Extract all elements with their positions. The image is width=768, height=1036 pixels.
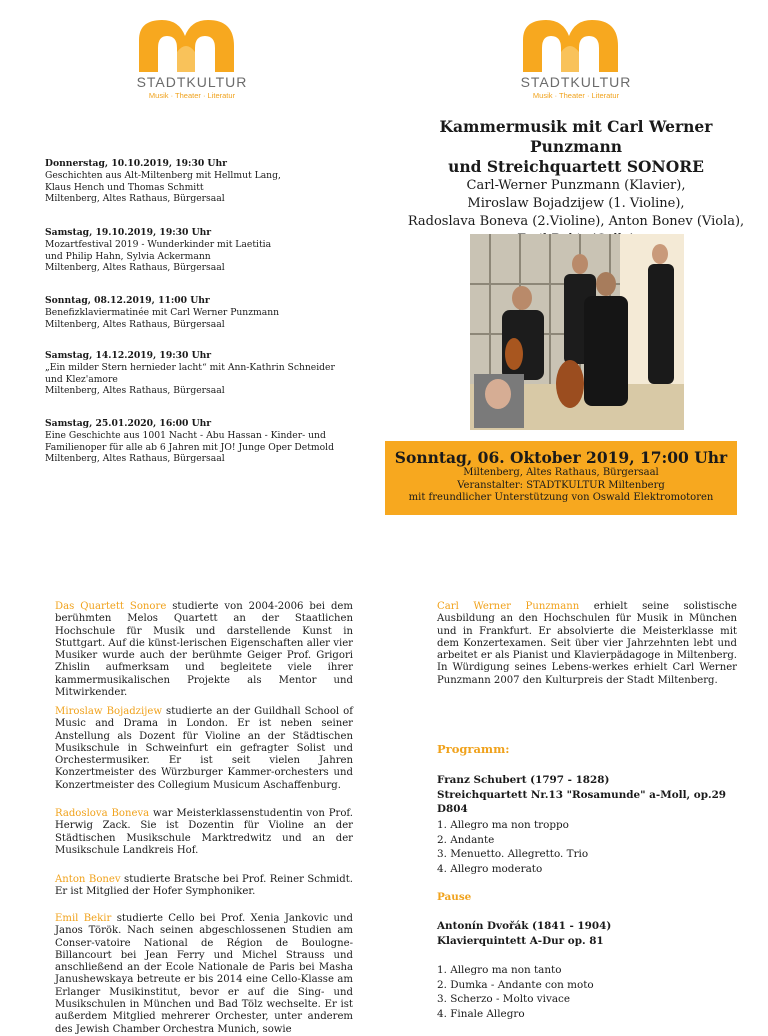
logo-tagline: Musik · Theater · Literatur <box>532 91 620 100</box>
event-line: Miltenberg, Altes Rathaus, Bürgersaal <box>45 318 225 330</box>
movement-item: 1. Allegro ma non troppo <box>437 819 569 831</box>
event-date: Donnerstag, 10.10.2019, 19:30 Uhr <box>45 158 227 169</box>
movement-item: 4. Allegro moderato <box>437 862 543 875</box>
concert-title: Kammermusik mit Carl Werner Punzmann <box>439 117 713 156</box>
work-title: Streichquartett Nr.13 "Rosamunde" a-Moll, op.29 D804 <box>437 788 727 816</box>
event-line: Klaus Hench und Thomas Schmitt <box>45 181 204 193</box>
program-work <box>437 919 757 948</box>
artist-line: Carl-Werner Punzmann (Klavier), <box>466 178 686 193</box>
movement-item: 1. Allegro ma non tanto <box>437 964 562 976</box>
bio-paragraph <box>55 706 353 792</box>
bio-text: erhielt seine solistische Ausbildung an den Hochschulen für Musik in München und in Frankfurt. Er absolvierte die Meisterklasse mit dem Konzertexamen. Seit über vier Jahrzehnten lebt und arbeitet er als Pianist und Klavierpädagoge in Miltenberg. In Würdigung seines Lebens-werkes erhielt Carl Werner Punzmann 2007 den Kulturpreis der Stadt Miltenberg. <box>437 601 737 686</box>
program-heading: Programm: <box>437 742 510 756</box>
movement-list <box>437 963 757 1021</box>
artist-line: Radoslava Boneva (2.Violine), Anton Bonev (Viola), <box>407 214 745 229</box>
concert-title: und Streichquartett SONORE <box>448 157 704 176</box>
event-item <box>45 295 345 330</box>
event-line: Miltenberg, Altes Rathaus, Bürgersaal <box>45 385 225 397</box>
program-pause <box>437 890 471 905</box>
event-date: Samstag, 19.10.2019, 19:30 Uhr <box>45 227 212 238</box>
program-work <box>437 773 757 817</box>
event-line: Miltenberg, Altes Rathaus, Bürgersaal <box>45 453 225 465</box>
artist-line: Miroslaw Bojadzijew (1. Violine), <box>467 196 685 211</box>
event-line: Geschichten aus Alt-Miltenberg mit Hellmut Lang, <box>45 169 281 181</box>
concert-header <box>395 117 757 249</box>
bio-text: studierte Cello bei Prof. Xenia Jankovic und Janos Török. Nach seinen abgeschlossenen Studien am Conser-vatoire National de Région de Boulogne-Billancourt bei Jean Ferry und Michel Strauss und anschließend an der Ecole Nationale de Paris bei Masha Janushewskaya betreute er bis 2014 eine Cello-Klasse am Erlanger Musikinstitut, bevor er auf die Sing- und Musikschulen in München und Bad Tölz wechselte. Er ist außerdem Mitglied mehrerer Orchester, unter anderem des Jewish Chamber Orchestra Munich, sowie <box>55 913 353 1035</box>
bio-name: Emil Bekir <box>55 913 112 924</box>
concert-organizer: Veranstalter: STADTKULTUR Miltenberg <box>457 479 665 491</box>
movement-item: 4. Finale Allegro <box>437 1007 525 1020</box>
bio-name: Miroslaw Bojadzijew <box>55 706 162 717</box>
movement-item: 2. Andante <box>437 833 495 846</box>
concert-banner <box>385 441 737 515</box>
logo-name: STADTKULTUR <box>136 74 248 90</box>
pause-label: Pause <box>437 891 472 903</box>
movement-item: 3. Scherzo - Molto vivace <box>437 993 570 1006</box>
work-composer: Antonín Dvořák (1841 - 1904) <box>437 920 612 932</box>
logo-left <box>127 18 257 100</box>
event-item <box>45 418 345 465</box>
movement-item: 2. Dumka - Andante con moto <box>437 978 594 991</box>
event-line: und Philip Hahn, Sylvia Ackermann <box>45 250 211 262</box>
bio-text: studierte an der Guildhall School of Music and Drama in London. Er ist neben seiner Anstellung als Dozent für Violine an der Städtischen Musikschule in Schweinfurt ein gefragter Solist und Orchestermusiker. Er ist seit vielen Jahren Konzertmeister des Würzburger Kammer-orchesters und Konzertmeister des Collegium Musicum Aschaffenburg. <box>55 706 353 791</box>
event-line: und Klez'amore <box>45 373 118 385</box>
concert-datetime: Sonntag, 06. Oktober 2019, 17:00 Uhr <box>394 448 728 467</box>
event-line: Mozartfestival 2019 - Wunderkinder mit Laetitia <box>45 238 272 250</box>
event-line: Miltenberg, Altes Rathaus, Bürgersaal <box>45 262 225 274</box>
bio-name: Das Quartett Sonore <box>55 601 167 612</box>
bio-paragraph <box>55 808 353 857</box>
bio-paragraph <box>55 913 353 1036</box>
concert-support: mit freundlicher Unterstützung von Oswald Elektromotoren <box>408 492 714 503</box>
event-line: Familienoper für alle ab 6 Jahren mit JO! Junge Oper Detmold <box>45 441 334 453</box>
event-line: „Ein milder Stern hernieder lacht“ mit Ann-Kathrin Schneider <box>45 361 335 373</box>
logo-right <box>511 18 641 100</box>
event-date: Samstag, 25.01.2020, 16:00 Uhr <box>45 418 212 429</box>
event-line: Eine Geschichte aus 1001 Nacht - Abu Hassan - Kinder- und <box>45 429 326 441</box>
stadtkultur-logo-icon <box>137 18 247 72</box>
bio-name: Carl Werner Punzmann <box>437 601 580 612</box>
bio-paragraph <box>437 601 737 687</box>
bio-paragraph <box>55 874 353 899</box>
bio-paragraph <box>55 601 353 699</box>
event-item <box>45 227 345 274</box>
bio-name: Anton Bonev <box>55 874 121 885</box>
movement-list <box>437 818 757 876</box>
stadtkultur-logo-icon <box>521 18 631 72</box>
movement-item: 3. Menuetto. Allegretto. Trio <box>437 848 589 861</box>
bio-text: studierte Bratsche bei Prof. Reiner Schmidt. Er ist Mitglied der Hofer Symphoniker. <box>55 874 353 898</box>
program <box>437 742 747 756</box>
bio-text: studierte von 2004-2006 bei dem berühmten Melos Quartett an der Staatlichen Hochschule für Musik und darstellende Kunst in Stuttgart. Auf die künst-lerischen Eigenschaften aller vier Musiker wurde auch der berühmte Geiger Prof. Grigori Zhislin aufmerksam und begleitete viele ihrer kammermusikalischen Projekte als Mentor und Mitwirkender. <box>55 601 353 699</box>
bio-name: Radoslova Boneva <box>55 808 150 819</box>
event-line: Miltenberg, Altes Rathaus, Bürgersaal <box>45 193 225 205</box>
event-item <box>45 350 345 397</box>
work-title: Klavierquintett A-Dur op. 81 <box>437 934 604 947</box>
work-composer: Franz Schubert (1797 - 1828) <box>437 774 610 786</box>
event-item <box>45 158 345 205</box>
concert-venue: Miltenberg, Altes Rathaus, Bürgersaal <box>463 467 659 478</box>
logo-tagline: Musik · Theater · Literatur <box>148 91 236 100</box>
event-line: Benefizklaviermatinée mit Carl Werner Punzmann <box>45 306 280 318</box>
logo-name: STADTKULTUR <box>520 74 632 90</box>
quartet-photo <box>470 234 684 430</box>
bio-text: war Meisterklassenstudentin von Prof. Herwig Zack. Sie ist Dozentin für Violine an der Städtischen Musikschule Marktredwitz und an der Musikschule Landkreis Hof. <box>55 808 353 856</box>
event-date: Sonntag, 08.12.2019, 11:00 Uhr <box>45 295 210 306</box>
event-date: Samstag, 14.12.2019, 19:30 Uhr <box>45 350 212 361</box>
